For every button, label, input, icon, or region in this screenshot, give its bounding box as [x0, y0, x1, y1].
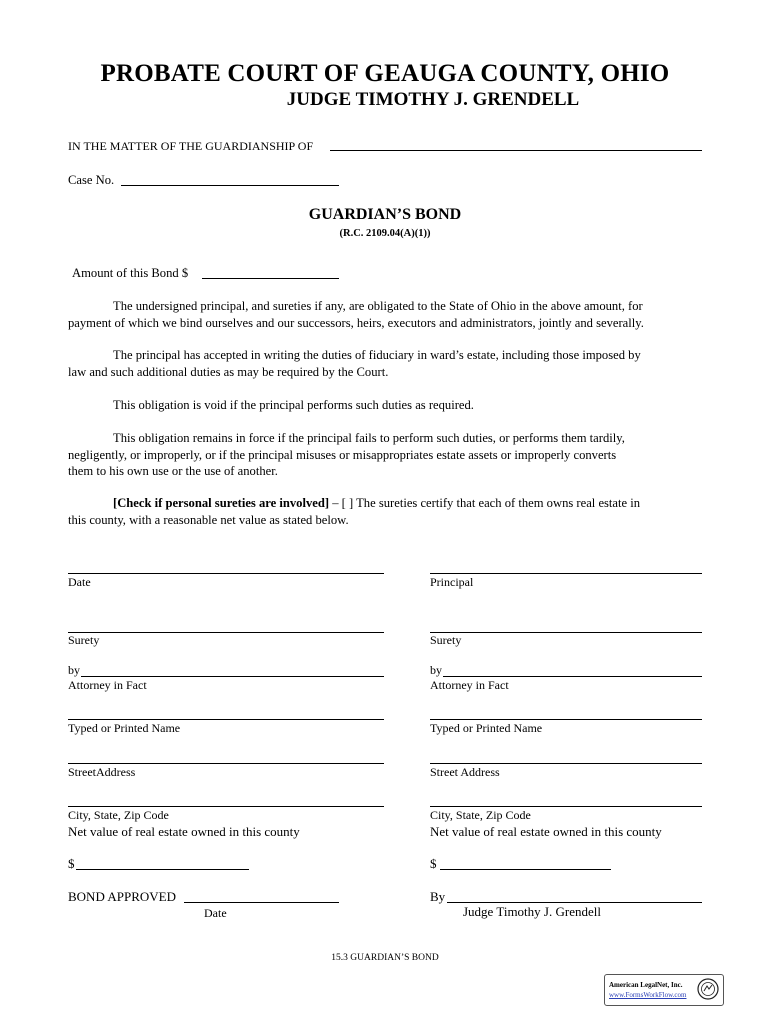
- by-left-field[interactable]: [81, 676, 384, 677]
- bond-approved-field[interactable]: [184, 902, 339, 903]
- by-right-label: by: [430, 663, 442, 677]
- typed-name-right-field[interactable]: [430, 719, 702, 720]
- paragraph-line: law and such additional duties as may be required by the Court.: [68, 364, 389, 379]
- date-field[interactable]: [68, 573, 384, 574]
- paragraph-line: payment of which we bind ourselves and our successors, heirs, executors and administrators, jointly and severally.: [68, 315, 644, 330]
- city-right-label: City, State, Zip Code: [430, 808, 531, 822]
- paragraph-line: The principal has accepted in writing the duties of fiduciary in ward’s estate, including those imposed by: [113, 348, 641, 362]
- approved-date-label: Date: [204, 906, 227, 920]
- city-left-field[interactable]: [68, 806, 384, 807]
- paragraph-line: This obligation remains in force if the principal fails to perform such duties, or performs them tardily,: [113, 431, 625, 445]
- amount-label: Amount of this Bond $: [72, 266, 189, 280]
- dollar-right-label: $: [430, 856, 437, 871]
- sureties-checkbox-text[interactable]: – [ ] The sureties certify that each of them owns real estate in: [329, 496, 641, 510]
- paragraph-line: negligently, or improperly, or if the principal misuses or misappropriates estate assets or improperly converts: [68, 447, 617, 462]
- form-title: GUARDIAN’S BOND: [308, 206, 462, 223]
- judge-title: JUDGE TIMOTHY J. GRENDELL: [286, 89, 580, 110]
- matter-label: IN THE MATTER OF THE GUARDIANSHIP OF: [68, 139, 314, 153]
- dollar-left-label: $: [68, 856, 75, 871]
- street-left-field[interactable]: [68, 763, 384, 764]
- city-left-label: City, State, Zip Code: [68, 808, 169, 822]
- attorney-right-label: Attorney in Fact: [430, 678, 509, 692]
- typed-name-left-field[interactable]: [68, 719, 384, 720]
- paragraph-line: this county, with a reasonable net value as stated below.: [68, 512, 349, 527]
- net-value-left-field[interactable]: [76, 869, 249, 870]
- surety-left-field[interactable]: [68, 632, 384, 633]
- case-label: Case No.: [68, 173, 115, 187]
- bond-approved-label: BOND APPROVED: [68, 889, 176, 904]
- paragraph-line: This obligation is void if the principal performs such duties as required.: [113, 398, 474, 412]
- by-right-field[interactable]: [443, 676, 702, 677]
- paragraph-line: The undersigned principal, and sureties if any, are obligated to the State of Ohio in the above amount, for: [113, 299, 643, 313]
- paragraph-duties: [68, 347, 708, 380]
- seal-icon: [697, 978, 719, 1000]
- surety-left-label: Surety: [68, 633, 100, 647]
- street-right-field[interactable]: [430, 763, 702, 764]
- paragraph-line: them to his own use or the use of another.: [68, 464, 278, 479]
- net-value-right-field[interactable]: [440, 869, 611, 870]
- net-value-right-label: Net value of real estate owned in this county: [430, 824, 662, 839]
- net-value-left-label: Net value of real estate owned in this county: [68, 824, 300, 839]
- matter-field[interactable]: [330, 150, 702, 151]
- principal-label: Principal: [430, 575, 474, 589]
- street-left-label: StreetAddress: [68, 765, 136, 779]
- form-footer: 15.3 GUARDIAN’S BOND: [331, 953, 439, 963]
- company-logo: [604, 974, 724, 1006]
- judge-signature-field[interactable]: [447, 902, 702, 903]
- sureties-check-label: [Check if personal sureties are involved]: [113, 496, 330, 510]
- surety-right-field[interactable]: [430, 632, 702, 633]
- typed-name-left-label: Typed or Printed Name: [68, 721, 181, 735]
- amount-field[interactable]: [202, 278, 339, 279]
- by-judge-label: By: [430, 889, 446, 904]
- paragraph-force: [68, 430, 708, 480]
- company-name: American LegalNet, Inc.: [609, 981, 683, 989]
- court-title: PROBATE COURT OF GEAUGA COUNTY, OHIO: [100, 60, 670, 87]
- paragraph-sureties: [68, 495, 708, 528]
- date-label: Date: [68, 575, 91, 589]
- case-number-field[interactable]: [121, 185, 339, 186]
- by-left-label: by: [68, 663, 80, 677]
- paragraph-void: [68, 397, 708, 414]
- form-subtitle: (R.C. 2109.04(A)(1)): [339, 228, 431, 239]
- company-url-link[interactable]: www.FormsWorkFlow.com: [609, 991, 687, 999]
- paragraph-obligation: [68, 298, 708, 331]
- typed-name-right-label: Typed or Printed Name: [430, 721, 543, 735]
- judge-name-label: Judge Timothy J. Grendell: [463, 904, 601, 919]
- attorney-left-label: Attorney in Fact: [68, 678, 147, 692]
- street-right-label: Street Address: [430, 765, 500, 779]
- surety-right-label: Surety: [430, 633, 462, 647]
- city-right-field[interactable]: [430, 806, 702, 807]
- principal-field[interactable]: [430, 573, 702, 574]
